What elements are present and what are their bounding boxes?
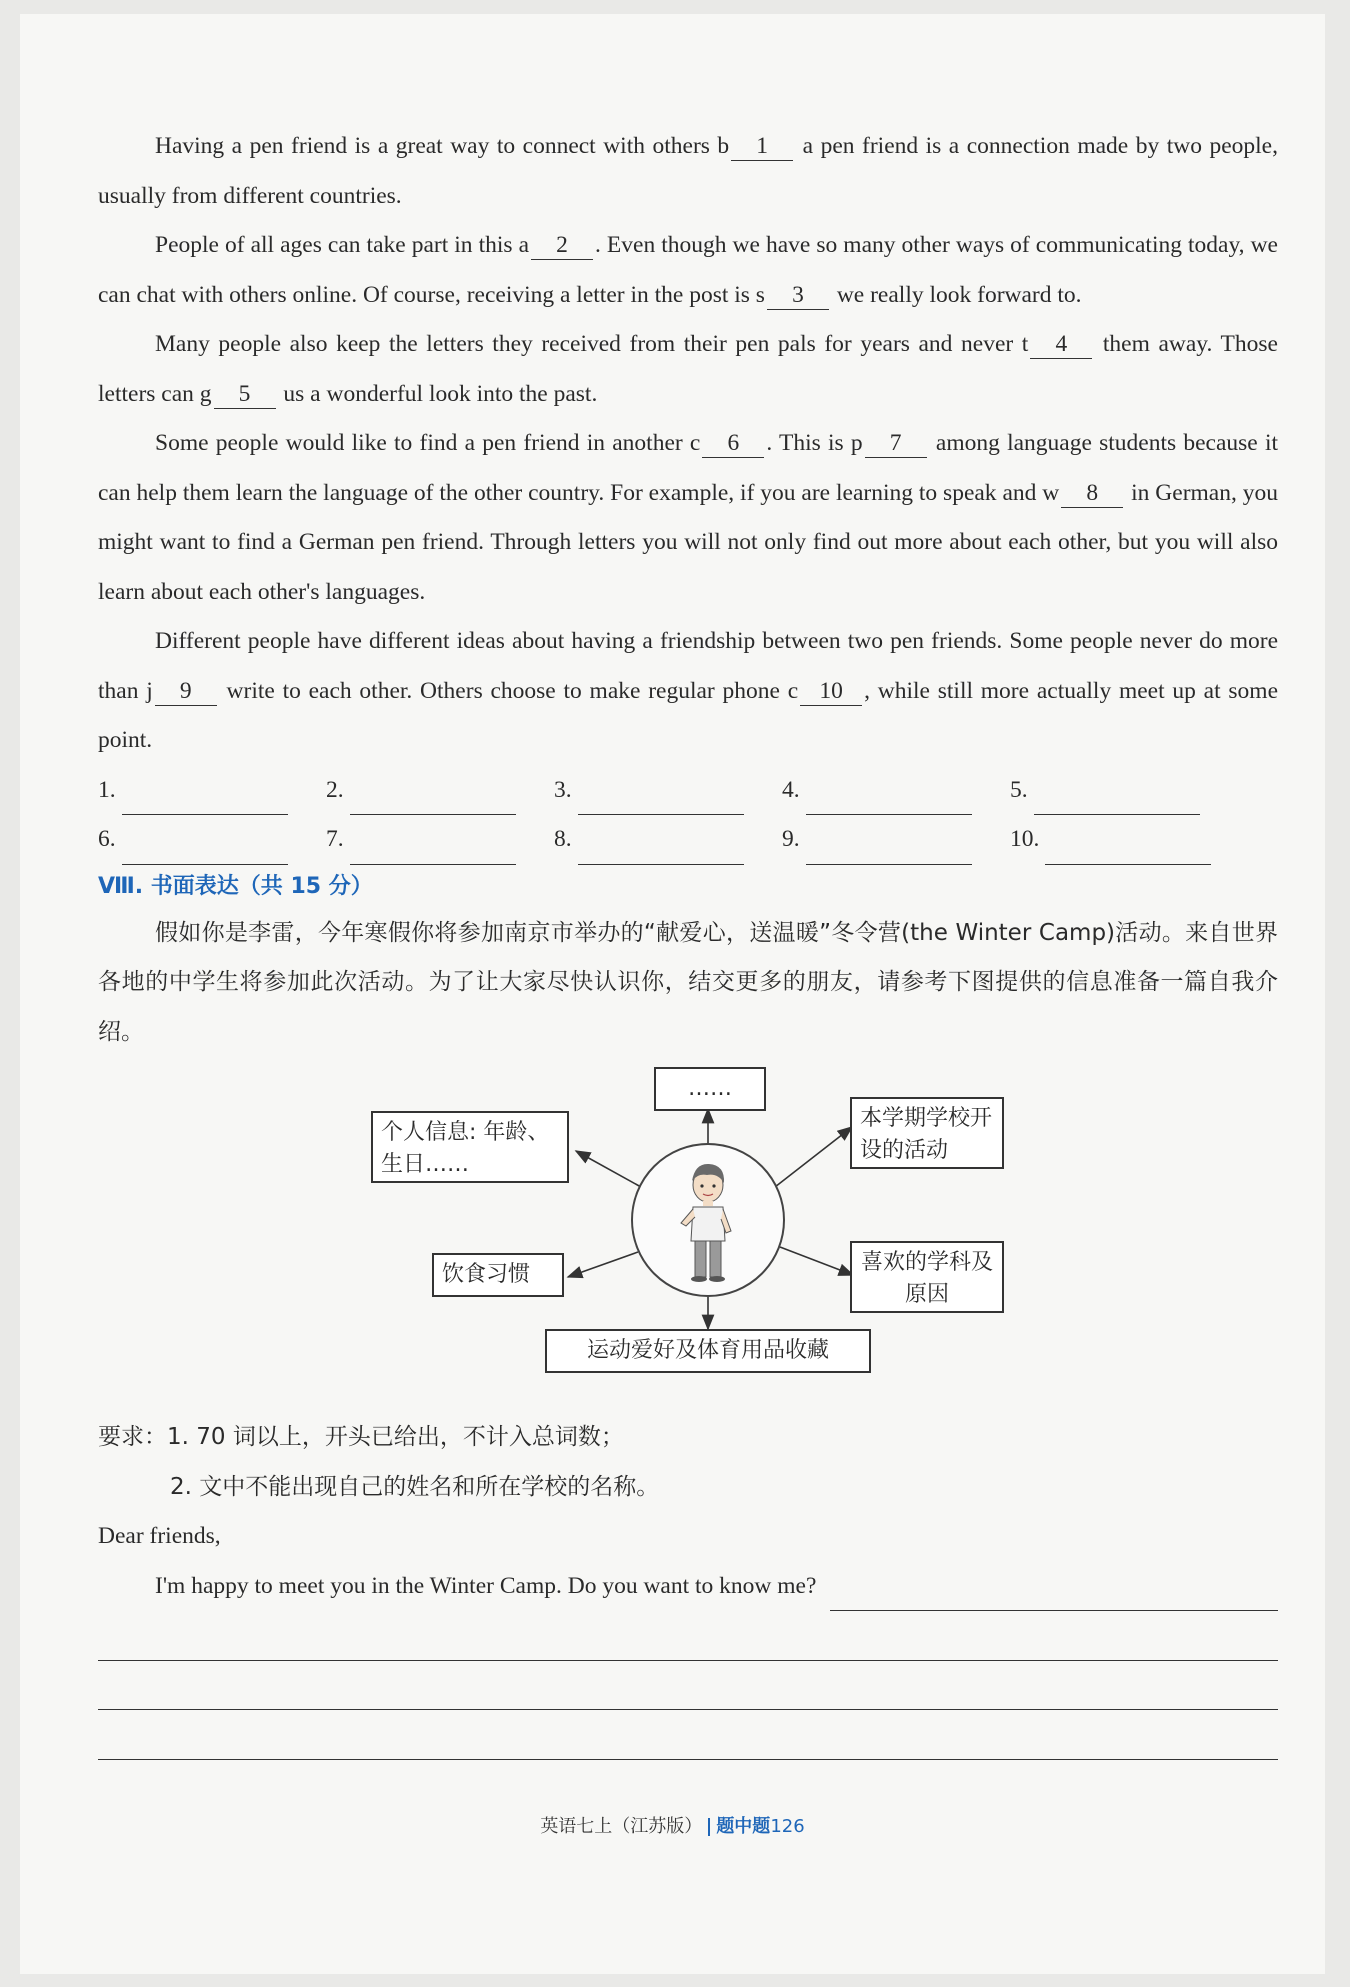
- student-figure-icon: [633, 1145, 783, 1295]
- passage-paragraph-3: Many people also keep the letters they received from their pen pals for years and never t 4 them away. Those letters can g 5 us a wonderful look into the past.: [98, 331, 1278, 407]
- answer-slot[interactable]: [1010, 766, 1238, 816]
- answer-number: 9.: [782, 826, 800, 852]
- writing-prompt: 假如你是李雷，今年寒假你将参加南京市举办的“献爱心，送温暖”冬令营(the Winter Camp)活动。来自世界各地的中学生将参加此次活动。为了让大家尽快认识你，结交更多的朋友，请参考下图提供的信息准备一篇自我介绍。: [98, 919, 1278, 1045]
- answer-slot[interactable]: [98, 815, 326, 865]
- blank-2: 2: [531, 231, 593, 260]
- answer-slot[interactable]: [326, 766, 554, 816]
- answer-number: 7.: [326, 826, 344, 852]
- box-sports-hobbies: 运动爱好及体育用品收藏: [545, 1329, 871, 1373]
- box-more: ……: [654, 1067, 766, 1111]
- answer-number: 2.: [326, 776, 344, 803]
- answer-line[interactable]: [578, 835, 744, 865]
- letter-opening: I'm happy to meet you in the Winter Camp. Do you want to know me?: [155, 1572, 817, 1599]
- requirement-1: 要求：1. 70 词以上，开头已给出，不计入总词数；: [98, 1424, 624, 1450]
- answer-slot[interactable]: [1010, 815, 1238, 865]
- box-eating-habits: 饮食习惯: [432, 1253, 564, 1297]
- answer-slot[interactable]: [782, 815, 1010, 865]
- answer-slot[interactable]: [554, 766, 782, 816]
- answer-number: 6.: [98, 826, 116, 852]
- answer-grid: [98, 766, 1278, 865]
- passage-paragraph-5: Different people have different ideas about having a friendship between two pen friends. Some people never do more than j 9 write to each other. Others choose to make regular phone c 10 , while still more actually meet up at some point.: [98, 628, 1279, 753]
- footer-brand: 题中题: [716, 1816, 771, 1837]
- requirement-2: 2. 文中不能出现自己的姓名和所在学校的名称。: [170, 1473, 660, 1500]
- footer-book-title: 英语七上（江苏版）: [540, 1816, 703, 1837]
- answer-number: 10.: [1010, 826, 1040, 852]
- blank-4: 4: [1030, 330, 1092, 359]
- answer-line[interactable]: [122, 785, 288, 815]
- answer-line[interactable]: [350, 835, 516, 865]
- page-footer: [20, 1812, 1325, 1838]
- mind-map-diagram: [98, 1067, 1278, 1407]
- answer-number: 1.: [98, 776, 116, 803]
- answer-line[interactable]: [806, 835, 972, 865]
- footer-page-number: 126: [770, 1816, 805, 1837]
- blank-3: 3: [767, 281, 829, 310]
- student-portrait: [631, 1143, 785, 1297]
- answer-slot[interactable]: [782, 766, 1010, 816]
- blank-7: 7: [865, 429, 927, 458]
- box-school-activities: 本学期学校开设的活动: [850, 1097, 1004, 1169]
- answer-line[interactable]: [350, 785, 516, 815]
- blank-5: 5: [214, 380, 276, 409]
- blank-10: 10: [800, 677, 862, 706]
- passage-paragraph-2: People of all ages can take part in this a 2 . Even though we have so many other ways of communicating today, we can chat with others online. Of course, receiving a letter in the post is s 3 we really look forward to.: [98, 232, 1278, 308]
- section-heading: Ⅷ. 书面表达（共 15 分）: [98, 873, 373, 899]
- passage-paragraph-4: Some people would like to find a pen friend in another c 6 . This is p 7 among language students because it can help them learn the language of the other country. For example, if you are learning to speak and w 8 in German, you might want to find a German pen friend. Through letters you will not only find out more about each other, but you will also learn about each other's languages.: [98, 430, 1278, 605]
- writing-line[interactable]: [98, 1661, 1278, 1711]
- footer-separator: [708, 1818, 710, 1836]
- box-personal-info: 个人信息: 年龄、生日……: [371, 1111, 569, 1183]
- passage-paragraph-1: Having a pen friend is a great way to connect with others b 1 a pen friend is a connection made by two people, usually from different countries.: [98, 133, 1278, 209]
- blank-6: 6: [702, 429, 764, 458]
- letter-opening-line: [98, 1562, 1278, 1612]
- content: [98, 122, 1278, 1760]
- answer-line[interactable]: [1045, 835, 1211, 865]
- answer-number: 4.: [782, 776, 800, 803]
- answer-number: 3.: [554, 776, 572, 803]
- box-favorite-subjects: 喜欢的学科及原因: [850, 1241, 1004, 1313]
- answer-number: 5.: [1010, 776, 1028, 803]
- writing-line[interactable]: [830, 1581, 1278, 1611]
- answer-line[interactable]: [1034, 785, 1200, 815]
- answer-slot[interactable]: [554, 815, 782, 865]
- answer-line[interactable]: [806, 785, 972, 815]
- blank-8: 8: [1061, 479, 1123, 508]
- answer-slot[interactable]: [326, 815, 554, 865]
- page: [20, 14, 1325, 1974]
- blank-9: 9: [155, 677, 217, 706]
- answer-line[interactable]: [578, 785, 744, 815]
- writing-line[interactable]: [98, 1611, 1278, 1661]
- writing-line[interactable]: [98, 1710, 1278, 1760]
- answer-number: 8.: [554, 826, 572, 852]
- answer-slot[interactable]: [98, 766, 326, 816]
- letter-greeting: Dear friends,: [98, 1523, 221, 1549]
- answer-line[interactable]: [122, 835, 288, 865]
- blank-1: 1: [731, 132, 793, 161]
